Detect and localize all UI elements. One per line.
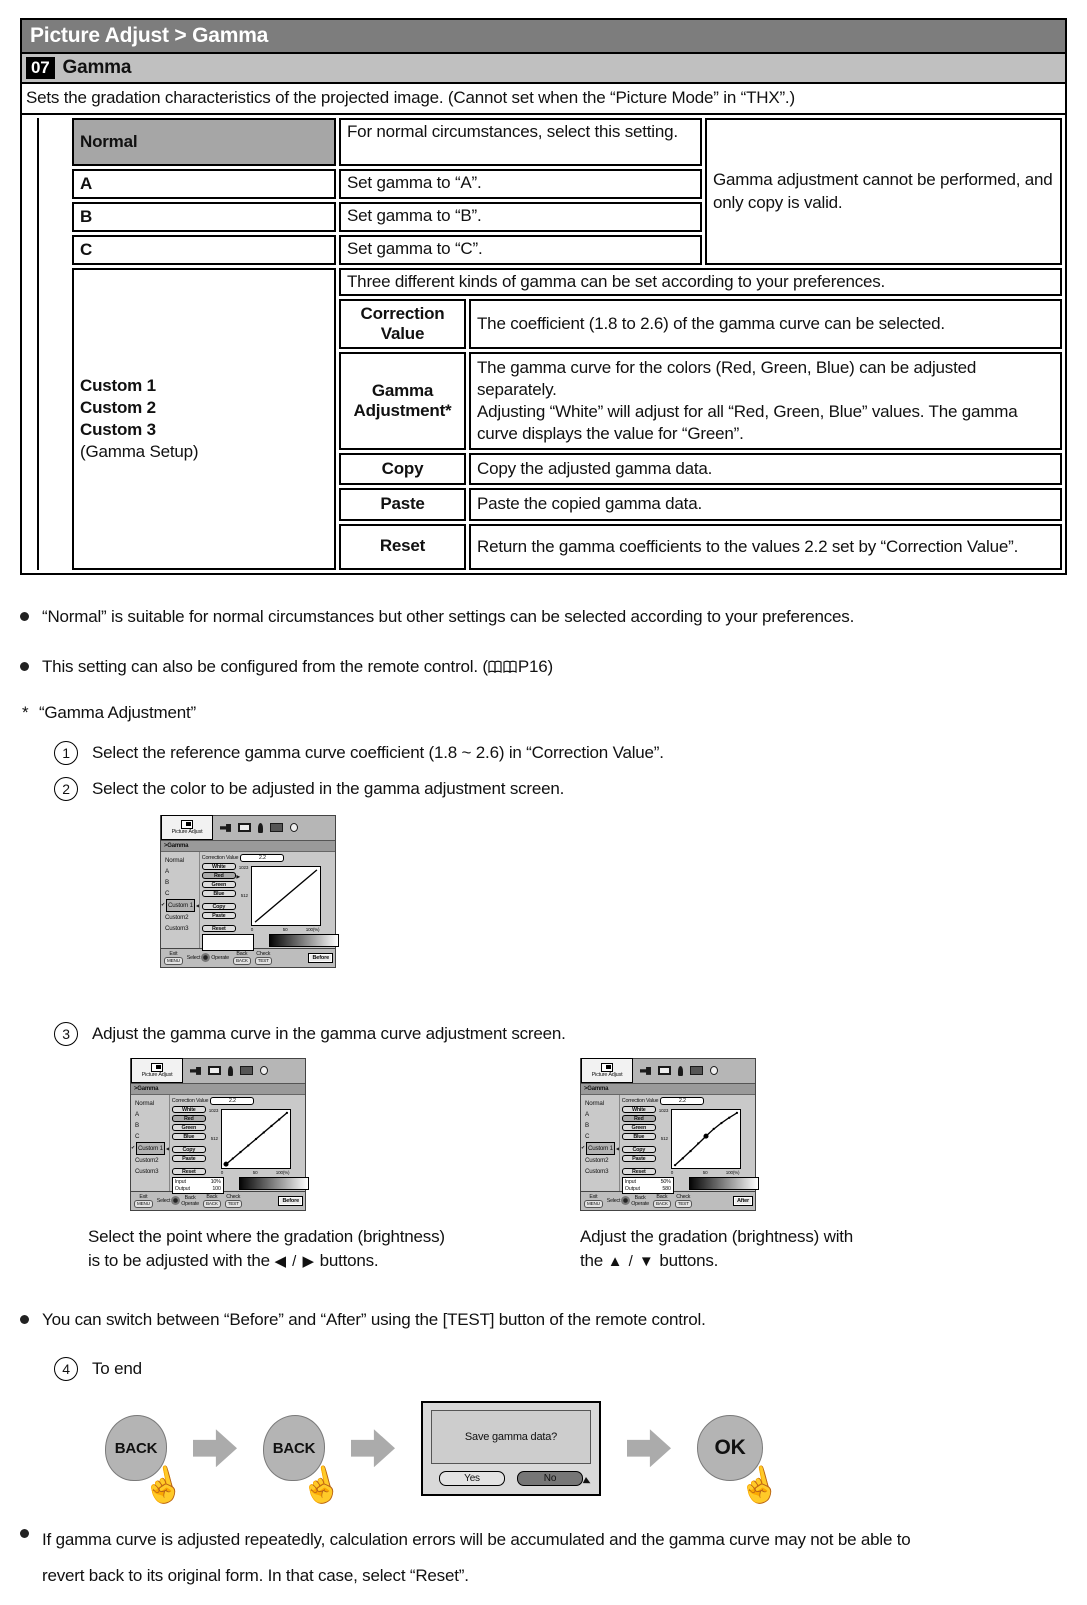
dialog-message: Save gamma data? [431, 1410, 591, 1464]
flow-arrow-icon [627, 1429, 671, 1467]
menu-button[interactable]: MENU [164, 957, 183, 965]
menu-item-c[interactable]: C [135, 1132, 140, 1140]
input-output-box: Input 50% Output 580 [622, 1177, 674, 1194]
reset-button[interactable]: Reset [202, 925, 236, 933]
back-button[interactable]: BACK [233, 957, 251, 965]
menu-item-custom3[interactable]: Custom3 [165, 924, 189, 932]
row-c-desc: Set gamma to “C”. [339, 235, 702, 265]
dpad-icon[interactable] [201, 953, 210, 962]
cursor-icon: ▶ [582, 1474, 594, 1487]
pointer-icon: ◀ [165, 1145, 169, 1151]
osd-breadcrumb: >Gamma [131, 1084, 305, 1095]
display-setup-icon[interactable] [238, 823, 251, 832]
copy-desc: Copy the adjusted gamma data. [469, 453, 1062, 485]
screen-setting-icon[interactable] [270, 823, 283, 832]
paste-button[interactable]: Paste [172, 1155, 206, 1163]
row-a-desc: Set gamma to “A”. [339, 169, 702, 199]
menu-item-normal[interactable]: Normal [165, 856, 184, 864]
row-b-desc: Set gamma to “B”. [339, 202, 702, 232]
bullet-dot [20, 662, 29, 671]
menu-button[interactable]: MENU [584, 1200, 603, 1208]
menu-item-b[interactable]: B [165, 878, 169, 886]
osd-screenshot-select-point [130, 1058, 306, 1211]
check-icon: ✔ [131, 1144, 135, 1151]
menu-item-c[interactable]: C [165, 889, 170, 897]
row-normal-desc: For normal circumstances, select this setting. [339, 118, 702, 166]
selected-point [223, 1161, 228, 1166]
osd-footer: Exit MENU Select Operate Back BACK Check TEST Before [161, 948, 335, 967]
blue-button[interactable]: Blue [622, 1133, 656, 1141]
menu-item-b[interactable]: B [135, 1121, 139, 1129]
input-signal-icon[interactable] [220, 824, 231, 832]
copy-button[interactable]: Copy [622, 1146, 656, 1154]
after-indicator: After [733, 1196, 753, 1206]
picture-adjust-icon [601, 1063, 613, 1072]
check-icon: ✔ [581, 1144, 585, 1151]
bullet-dot [20, 1529, 29, 1538]
menu-item-custom3[interactable]: Custom3 [135, 1167, 159, 1175]
flow-arrow-icon [351, 1429, 395, 1467]
row-b-name: B [72, 202, 336, 232]
picture-adjust-icon [151, 1063, 163, 1072]
remote-back-button[interactable]: BACK ☝ [263, 1415, 325, 1481]
caption-select-point: Select the point where the gradation (brightness) is to be adjusted with the ◀ / ▶ buttons. [88, 1226, 445, 1271]
input-output-box: Input 10% Output 100 [172, 1177, 224, 1194]
check-icon: ✔ [161, 901, 165, 908]
bullet-dot [20, 612, 29, 621]
hand-cursor-icon: ☝ [137, 1462, 188, 1510]
caption-adjust-gradation: Adjust the gradation (brightness) with the ▲ / ▼ buttons. [580, 1226, 854, 1271]
menu-item-a[interactable]: A [135, 1110, 139, 1118]
back-button[interactable]: BACK [203, 1200, 221, 1208]
section-header [20, 54, 1067, 84]
row-custom-name [72, 268, 336, 570]
yes-button[interactable]: Yes [439, 1471, 505, 1486]
step-2-number: 2 [54, 777, 78, 801]
osd-screenshot-color-select [160, 815, 336, 968]
reset-desc: Return the gamma coefficients to the values 2.2 set by “Correction Value”. [469, 524, 1062, 570]
white-button[interactable]: White [202, 863, 236, 871]
osd-breadcrumb: >Gamma [161, 841, 335, 852]
bullet-dot [20, 1315, 29, 1324]
save-gamma-dialog [421, 1401, 601, 1496]
menu-button[interactable]: MENU [134, 1200, 153, 1208]
tab-picture-adjust[interactable]: Picture Adjust [131, 1058, 183, 1083]
correction-value-caption: Correction Value [621, 1097, 659, 1104]
copy-button[interactable]: Copy [172, 1146, 206, 1154]
remote-ok-button[interactable]: OK ☝ [697, 1415, 763, 1481]
reset-label: Reset [339, 524, 466, 570]
cursor-icon: ▶ [236, 873, 240, 879]
back-button[interactable]: BACK [653, 1200, 671, 1208]
row-normal-name: Normal [72, 118, 336, 166]
step-4-number: 4 [54, 1357, 78, 1381]
osd-tab-bar [581, 1059, 755, 1084]
picture-adjust-icon [181, 820, 193, 829]
step-1: 1 Select the reference gamma curve coefficient (1.8 ~ 2.6) in “Correction Value”. [54, 743, 1067, 765]
note-remote-control: This setting can also be configured from the remote control. ( P16) [20, 655, 1067, 683]
red-button[interactable]: Red [172, 1115, 206, 1123]
installation-icon[interactable] [228, 1066, 233, 1076]
step-2: 2 Select the color to be adjusted in the gamma adjustment screen. [54, 779, 1067, 801]
grayscale-gradient-bar [239, 1177, 309, 1190]
correction-value-box[interactable]: 2.2 [210, 1097, 254, 1105]
osd-footer: Exit MENU Select Back Operate Back BACK Check TEST After [581, 1191, 755, 1210]
display-setup-icon[interactable] [208, 1066, 221, 1075]
custom-intro: Three different kinds of gamma can be set according to your preferences. [339, 268, 1062, 296]
copy-button[interactable]: Copy [202, 903, 236, 911]
pointer-icon: ◀ [195, 902, 199, 908]
reset-button[interactable]: Reset [622, 1168, 656, 1176]
paste-desc: Paste the copied gamma data. [469, 488, 1062, 520]
note-reset-warning: If gamma curve is adjusted repeatedly, calculation errors will be accumulated and the gamma curve may not be able to revert back to its original form. In that case, select “Reset”. [20, 1522, 1067, 1595]
step-1-number: 1 [54, 741, 78, 765]
paste-button[interactable]: Paste [202, 912, 236, 920]
hand-cursor-icon: ☝ [295, 1462, 346, 1510]
hand-cursor-icon: ☝ [733, 1462, 784, 1510]
gamma-menu-list [131, 1095, 169, 1191]
menu-item-custom1-selected[interactable]: ✔ Custom 1 ◀ [161, 899, 199, 912]
gamma-curve-graph: 1023 512 0 50 100(%) [238, 864, 320, 932]
gamma-adjustment-label: Gamma Adjustment* [339, 352, 466, 450]
section-description: Sets the gradation characteristics of the projected image. (Cannot set when the “Picture Mode” in “THX”.) [22, 84, 1065, 115]
asterisk-note: * “Gamma Adjustment” [22, 702, 196, 722]
gamma-adjustment-desc-2: Adjusting “White” will adjust for all “Red, Green, Blue” values. The gamma curve displays the value for “Green”. [477, 402, 1018, 444]
white-button[interactable]: White [622, 1106, 656, 1114]
before-indicator: Before [278, 1196, 303, 1206]
correction-value-caption: Correction Value [171, 1097, 209, 1104]
gamma-curve-plot [671, 1109, 741, 1169]
osd-tab-bar [161, 816, 335, 841]
menu-item-custom1-selected[interactable]: ✔ Custom 1 ◀ [131, 1142, 169, 1155]
before-indicator: Before [308, 953, 333, 963]
osd-tab-bar [131, 1059, 305, 1084]
blue-button[interactable]: Blue [202, 890, 236, 898]
red-button[interactable]: Red [622, 1115, 656, 1123]
white-button[interactable]: White [172, 1106, 206, 1114]
osd-screenshot-adjust-gradation [580, 1058, 756, 1211]
gamma-curve-graph: 1023 512 0 50 100(%) [658, 1107, 740, 1175]
gamma-curve-plot [221, 1109, 291, 1169]
dpad-icon[interactable] [621, 1196, 630, 1205]
custom1-label: Custom 1 [80, 375, 156, 395]
reference-book-icon [488, 658, 518, 683]
menu-item-normal[interactable]: Normal [135, 1099, 154, 1107]
section-name: Gamma [62, 57, 132, 78]
menu-item-custom2[interactable]: Custom2 [135, 1156, 159, 1164]
correction-value-desc: The coefficient (1.8 to 2.6) of the gamma curve can be selected. [469, 299, 1062, 349]
test-button[interactable]: TEST [255, 957, 272, 965]
osd-footer: Exit MENU Select Back Operate Back BACK Check TEST Before [131, 1191, 305, 1210]
gamma-settings-table [20, 84, 1067, 575]
dpad-icon[interactable] [171, 1196, 180, 1205]
gamma-setup-label: (Gamma Setup) [80, 441, 199, 461]
gamma-curve-plot [251, 866, 321, 926]
green-button[interactable]: Green [202, 881, 236, 889]
screen-setting-icon[interactable] [690, 1066, 703, 1075]
selected-point [703, 1133, 708, 1138]
row-a-name: A [72, 169, 336, 199]
test-button[interactable]: TEST [675, 1200, 692, 1208]
test-button[interactable]: TEST [225, 1200, 242, 1208]
menu-item-custom2[interactable]: Custom2 [165, 913, 189, 921]
page-reference: P16 [517, 657, 548, 677]
grayscale-gradient-bar [689, 1177, 759, 1190]
note-normal-suitable: “Normal” is suitable for normal circumstances but other settings can be selected according to your preferences. [20, 605, 1067, 630]
screen-setting-icon[interactable] [240, 1066, 253, 1075]
step-4: 4 To end [54, 1359, 1067, 1381]
installation-icon[interactable] [258, 823, 263, 833]
blue-button[interactable]: Blue [172, 1133, 206, 1141]
menu-item-custom1-selected[interactable]: ✔ Custom 1 ◀ [581, 1142, 619, 1155]
copy-label: Copy [339, 453, 466, 485]
gamma-adjustment-desc [469, 352, 1062, 450]
row-c-name: C [72, 235, 336, 265]
reset-button[interactable]: Reset [172, 1168, 206, 1176]
input-output-box [202, 934, 254, 951]
custom2-label: Custom 2 [80, 397, 156, 417]
page-title: Picture Adjust > Gamma [20, 18, 1067, 54]
gamma-adjustment-desc-1: The gamma curve for the colors (Red, Green, Blue) can be adjusted separately. [477, 358, 977, 400]
grayscale-gradient-bar [269, 934, 339, 947]
menu-item-c[interactable]: C [585, 1132, 590, 1140]
section-number-badge: 07 [26, 57, 55, 79]
flow-arrow-icon [193, 1429, 237, 1467]
red-button[interactable]: Red ▶ [202, 872, 236, 880]
note-before-after: You can switch between “Before” and “After” using the [TEST] button of the remote control. [20, 1308, 1067, 1333]
correction-value-caption: Correction Value [201, 854, 239, 861]
left-right-arrow-icons: ◀ / ▶ [274, 1253, 316, 1271]
menu-item-custom2[interactable]: Custom2 [585, 1156, 609, 1164]
paste-label: Paste [339, 488, 466, 520]
remote-back-button[interactable]: BACK ☝ [105, 1415, 167, 1481]
input-signal-icon[interactable] [190, 1067, 201, 1075]
osd-breadcrumb: >Gamma [581, 1084, 755, 1095]
no-button[interactable]: No ▶ [517, 1471, 583, 1486]
function-icon[interactable] [290, 823, 298, 832]
tab-picture-adjust[interactable]: Picture Adjust [581, 1058, 633, 1083]
to-end-flow [105, 1401, 1067, 1510]
menu-item-normal[interactable]: Normal [585, 1099, 604, 1107]
tab-picture-adjust[interactable]: Picture Adjust [161, 815, 213, 840]
paste-button[interactable]: Paste [622, 1155, 656, 1163]
correction-value-box[interactable]: 2.2 [660, 1097, 704, 1105]
gamma-menu-list [161, 852, 199, 948]
menu-item-a[interactable]: A [585, 1110, 589, 1118]
display-setup-icon[interactable] [658, 1066, 671, 1075]
green-button[interactable]: Green [622, 1124, 656, 1132]
custom3-label: Custom 3 [80, 419, 156, 439]
correction-value-label: Correction Value [339, 299, 466, 349]
input-signal-icon[interactable] [640, 1067, 651, 1075]
step-3-number: 3 [54, 1022, 78, 1046]
step-3: 3 Adjust the gamma curve in the gamma curve adjustment screen. [54, 1024, 1067, 1046]
correction-value-box[interactable]: 2.2 [240, 854, 284, 862]
side-note: Gamma adjustment cannot be performed, and only copy is valid. [705, 118, 1062, 265]
up-down-arrow-icons: ▲ / ▼ [607, 1253, 655, 1271]
function-icon[interactable] [710, 1066, 718, 1075]
green-button[interactable]: Green [172, 1124, 206, 1132]
menu-item-a[interactable]: A [165, 867, 169, 875]
gamma-menu-list [581, 1095, 619, 1191]
gamma-curve-graph: 1023 512 0 50 100(%) [208, 1107, 290, 1175]
installation-icon[interactable] [678, 1066, 683, 1076]
pointer-icon: ◀ [615, 1145, 619, 1151]
menu-item-b[interactable]: B [585, 1121, 589, 1129]
menu-item-custom3[interactable]: Custom3 [585, 1167, 609, 1175]
function-icon[interactable] [260, 1066, 268, 1075]
